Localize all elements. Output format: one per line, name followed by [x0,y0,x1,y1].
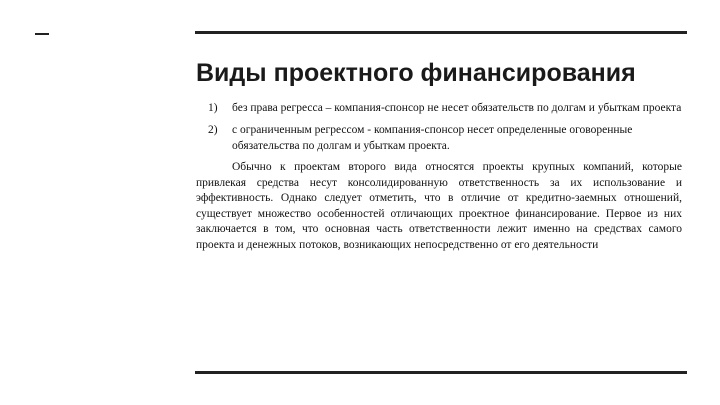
list-item-text: без права регресса – компания-спонсор не несет обязательств по долгам и убыткам проекта [232,102,682,114]
list-item-number: 1) [208,102,218,114]
list-item [196,122,682,154]
numbered-list [196,100,682,154]
list-item-number: 2) [208,124,218,136]
corner-dash-decoration [35,33,49,35]
list-item [196,100,682,116]
top-divider [195,31,687,34]
list-item-text: с ограниченным регрессом - компания-спонсор несет определенные оговоренные обязательства по долгам и убыткам проекта. [232,124,633,152]
bottom-divider [195,371,687,374]
slide-content [196,56,682,254]
slide-title: Виды проектного финансирования [196,59,636,87]
body-paragraph: Обычно к проектам второго вида относятся проекты крупных компаний, которые привлекая средства несут консолидированную ответственность за их использование и эффективность. Однако следует отметить, что в отличие от кредитно-заемных отношений, существует множество особенностей отличающих проектное финансирование. Первое из них заключается в том, что основная часть ответственности лежит именно на средствах самого проекта и денежных потоков, возникающих непосредственно от его деятельности [196,161,682,251]
